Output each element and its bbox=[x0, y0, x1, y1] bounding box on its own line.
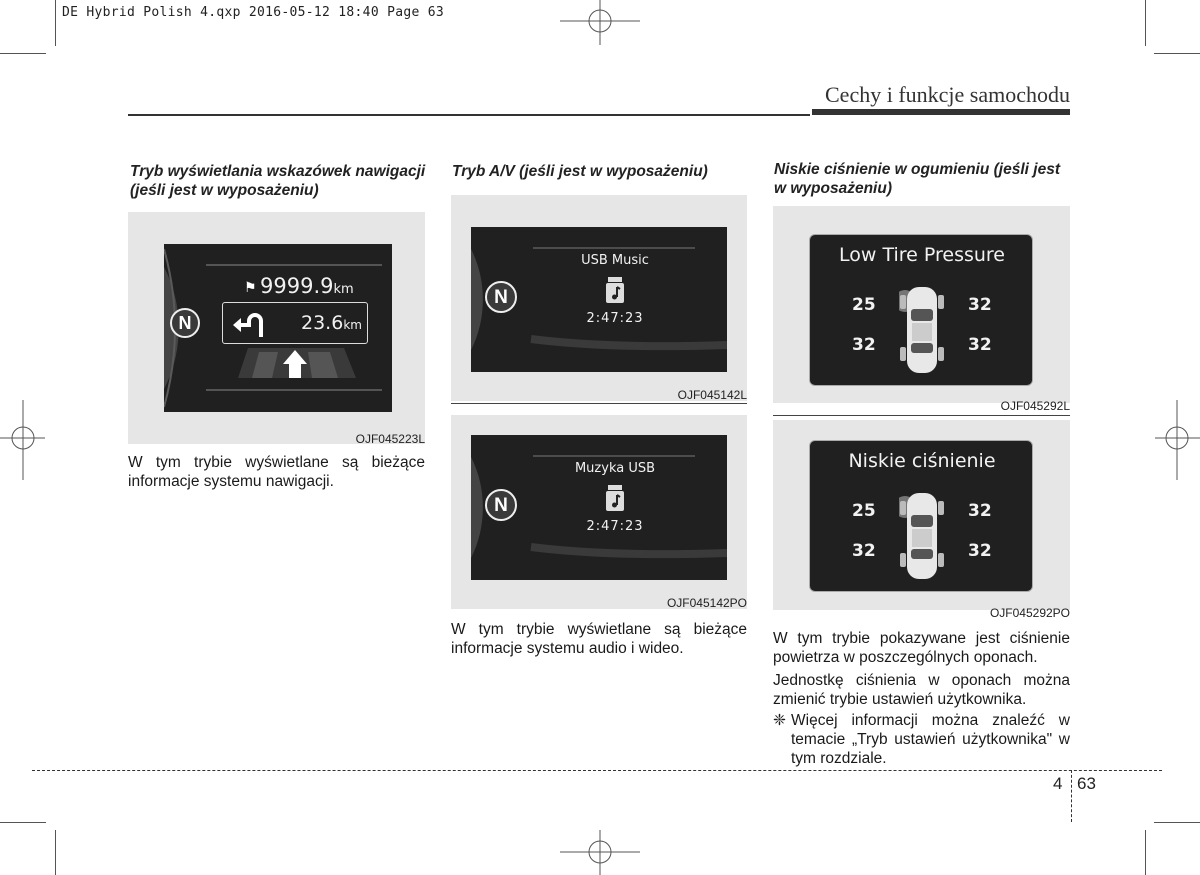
usb-music-icon bbox=[606, 277, 624, 303]
av-title: Tryb A/V (jeśli jest w wyposażeniu) bbox=[452, 163, 708, 180]
header-bar bbox=[812, 109, 1070, 115]
usb-music-icon bbox=[606, 485, 624, 511]
navigation-figure bbox=[128, 212, 425, 444]
av-screen-pl bbox=[471, 435, 727, 580]
crop-mark bbox=[1145, 0, 1146, 46]
av-figure-code-pl: OJF045142PO bbox=[666, 596, 747, 610]
tire-screen-en bbox=[809, 234, 1033, 386]
checkered-flag-icon: ⚑ bbox=[244, 279, 257, 295]
tire-screen-pl bbox=[809, 440, 1033, 592]
registration-mark-bottom bbox=[560, 830, 640, 875]
navigation-figure-code: OJF045223L bbox=[355, 432, 425, 446]
page-number: 63 bbox=[1077, 774, 1096, 793]
straight-arrow-icon bbox=[282, 350, 308, 378]
tire-pressure-front-right: 32 bbox=[968, 501, 992, 521]
av-play-time: 2:47:23 bbox=[586, 519, 644, 534]
crop-mark bbox=[1154, 822, 1200, 823]
av-body-text: W tym trybie wyświetlane są bieżące informacje systemu audio i wideo. bbox=[451, 621, 747, 657]
tire-pressure-rear-left: 32 bbox=[852, 335, 876, 355]
tire-note-text: Więcej informacji można znaleźć w temacie „Tryb ustawień użytkownika" w tym rozdziale. bbox=[791, 712, 1070, 767]
gear-indicator: N bbox=[485, 489, 517, 521]
tire-figure-en bbox=[773, 206, 1070, 403]
distance-to-destination bbox=[260, 274, 354, 298]
footer-dotted-rule bbox=[32, 770, 1162, 771]
tire-pressure-front-left: 25 bbox=[852, 295, 876, 315]
car-topview-icon bbox=[899, 491, 945, 581]
tire-pressure-rear-right: 32 bbox=[968, 335, 992, 355]
tire-title: Niskie ciśnienie w ogumieniu (jeśli jest w wyposażeniu) bbox=[774, 161, 1060, 197]
av-figure-pl bbox=[451, 415, 747, 609]
tire-pressure-rear-right: 32 bbox=[968, 541, 992, 561]
registration-mark-top bbox=[560, 0, 640, 50]
distance-total-value: 9999.9 bbox=[260, 274, 334, 298]
gear-indicator: N bbox=[170, 308, 200, 338]
footer-vertical-rule bbox=[1071, 770, 1072, 822]
av-source-label: Muzyka USB bbox=[574, 461, 656, 476]
navigation-title: Tryb wyświetlania wskazówek nawigacji (jeśli jest w wyposażeniu) bbox=[130, 163, 426, 199]
figure-divider bbox=[451, 403, 747, 404]
tire-figure-pl bbox=[773, 420, 1070, 610]
distance-turn-value: 23.6 bbox=[301, 312, 344, 334]
av-figure-en bbox=[451, 195, 747, 401]
navigation-body-text: W tym trybie wyświetlane są bieżące informacje systemu nawigacji. bbox=[128, 454, 425, 490]
tire-figure-code-pl: OJF045292PO bbox=[989, 606, 1070, 620]
tire-body-text-2: Jednostkę ciśnienia w oponach można zmienić trybie ustawień użytkownika. bbox=[773, 672, 1070, 708]
header-rule bbox=[128, 114, 810, 116]
registration-mark-right bbox=[1155, 400, 1200, 480]
crop-mark bbox=[0, 53, 46, 54]
crop-mark bbox=[0, 822, 46, 823]
turn-arrow-icon bbox=[231, 309, 269, 339]
registration-mark-left bbox=[0, 400, 45, 480]
tire-pressure-front-right: 32 bbox=[968, 295, 992, 315]
av-source-label: USB Music bbox=[581, 253, 649, 268]
tire-pressure-rear-left: 32 bbox=[852, 541, 876, 561]
distance-turn-unit: km bbox=[343, 318, 362, 332]
av-figure-code-en: OJF045142L bbox=[677, 388, 747, 402]
gear-indicator: N bbox=[485, 281, 517, 313]
car-topview-icon bbox=[899, 285, 945, 375]
av-play-time: 2:47:23 bbox=[586, 311, 644, 326]
tire-body-text-1: W tym trybie pokazywane jest ciśnienie powietrza w poszczególnych oponach. bbox=[773, 630, 1070, 666]
tire-screen-label: Niskie ciśnienie bbox=[848, 450, 996, 472]
crop-mark bbox=[55, 830, 56, 875]
cluster-screen bbox=[164, 244, 392, 412]
crop-mark bbox=[1154, 53, 1200, 54]
crop-mark bbox=[1145, 830, 1146, 875]
tire-screen-label: Low Tire Pressure bbox=[838, 244, 1005, 266]
av-screen-en bbox=[471, 227, 727, 372]
tire-figure-code-en: OJF045292L bbox=[1000, 399, 1070, 413]
section-title: Cechy i funkcje samochodu bbox=[825, 82, 1070, 107]
print-slug: DE Hybrid Polish 4.qxp 2016-05-12 18:40 Page 63 bbox=[62, 5, 444, 20]
crop-mark bbox=[55, 0, 56, 46]
tire-pressure-front-left: 25 bbox=[852, 501, 876, 521]
distance-total-unit: km bbox=[333, 282, 354, 297]
distance-to-turn bbox=[301, 312, 362, 334]
note-symbol: ❈ bbox=[773, 712, 786, 729]
turn-guidance-box bbox=[222, 302, 368, 344]
figure-divider bbox=[773, 415, 1070, 416]
chapter-number: 4 bbox=[1053, 774, 1063, 793]
